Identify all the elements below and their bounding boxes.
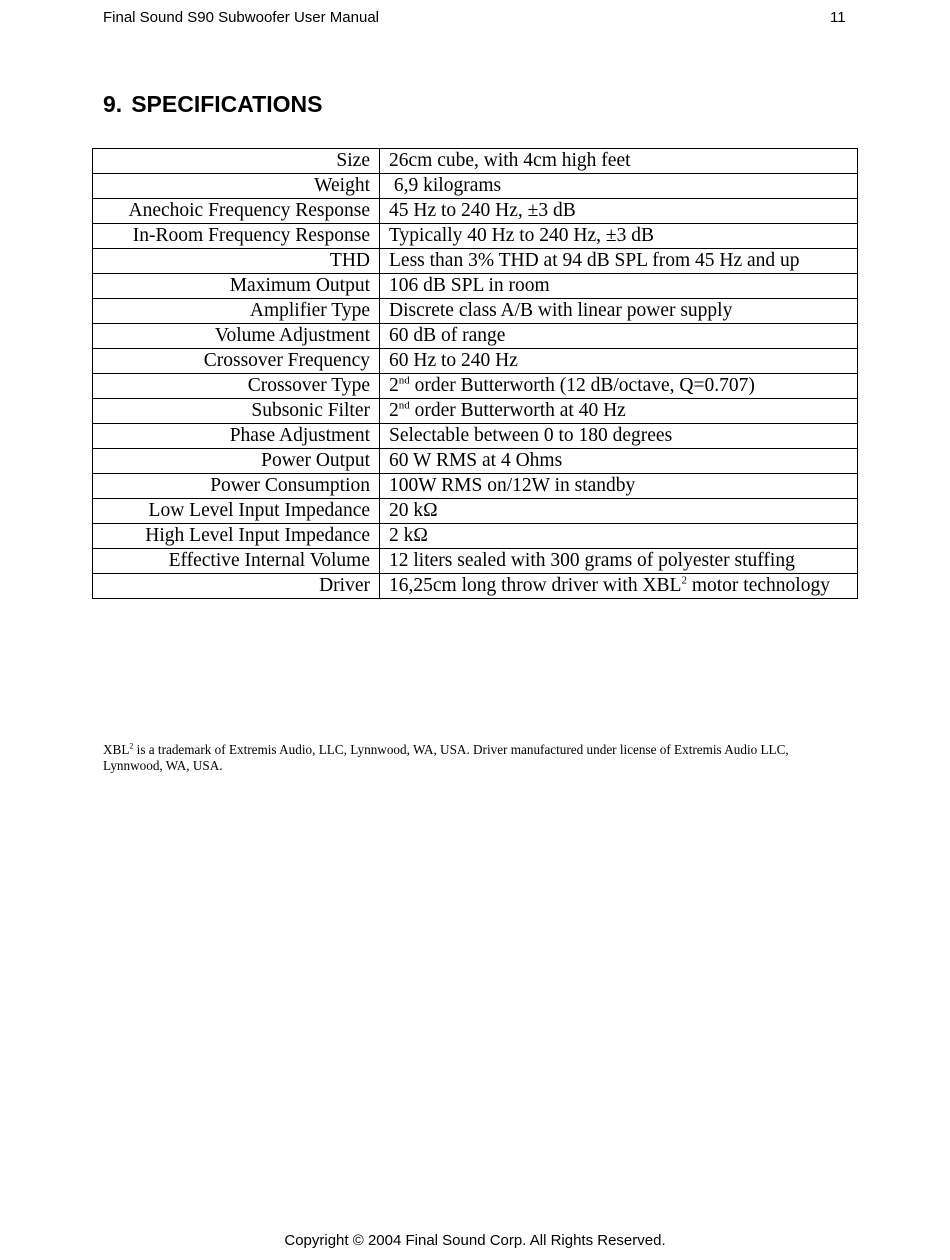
copyright-footer: Copyright © 2004 Final Sound Corp. All Rights Reserved. bbox=[284, 1232, 666, 1249]
spec-row bbox=[93, 574, 858, 599]
spec-label: Phase Adjustment bbox=[93, 424, 380, 449]
spec-value: Less than 3% THD at 94 dB SPL from 45 Hz and up bbox=[380, 249, 858, 274]
value-text: order Butterworth (12 dB/octave, Q=0.707) bbox=[409, 375, 755, 396]
spec-value: 12 liters sealed with 300 grams of polyester stuffing bbox=[380, 549, 858, 574]
superscript: 2 bbox=[681, 574, 687, 587]
spec-value: Discrete class A/B with linear power supply bbox=[380, 299, 858, 324]
spec-label: In-Room Frequency Response bbox=[93, 224, 380, 249]
spec-label: Low Level Input Impedance bbox=[93, 499, 380, 524]
spec-value: 26cm cube, with 4cm high feet bbox=[380, 149, 858, 174]
spec-row bbox=[93, 524, 858, 549]
value-text: 2 bbox=[389, 375, 399, 396]
spec-value: 60 Hz to 240 Hz bbox=[380, 349, 858, 374]
value-text: motor technology bbox=[686, 575, 830, 596]
spec-row bbox=[93, 424, 858, 449]
spec-row bbox=[93, 274, 858, 299]
spec-label: Power Consumption bbox=[93, 474, 380, 499]
running-header-title: Final Sound S90 Subwoofer User Manual bbox=[103, 9, 379, 26]
spec-value: 45 Hz to 240 Hz, ±3 dB bbox=[380, 199, 858, 224]
footnote-mark: XBL bbox=[103, 742, 130, 757]
value-text: order Butterworth at 40 Hz bbox=[409, 400, 626, 421]
spec-label: Driver bbox=[93, 574, 380, 599]
spec-row bbox=[93, 149, 858, 174]
spec-value: 2 kΩ bbox=[380, 524, 858, 549]
spec-label: High Level Input Impedance bbox=[93, 524, 380, 549]
spec-value: Typically 40 Hz to 240 Hz, ±3 dB bbox=[380, 224, 858, 249]
trademark-footnote bbox=[103, 742, 843, 774]
spec-label: Subsonic Filter bbox=[93, 399, 380, 424]
spec-value: Selectable between 0 to 180 degrees bbox=[380, 424, 858, 449]
spec-value: 100W RMS on/12W in standby bbox=[380, 474, 858, 499]
spec-label: THD bbox=[93, 249, 380, 274]
value-text: 16,25cm long throw driver with XBL bbox=[389, 575, 682, 596]
spec-label: Maximum Output bbox=[93, 274, 380, 299]
footnote-superscript: 2 bbox=[129, 741, 134, 751]
spec-row bbox=[93, 199, 858, 224]
spec-row bbox=[93, 174, 858, 199]
spec-value: 106 dB SPL in room bbox=[380, 274, 858, 299]
spec-label: Crossover Frequency bbox=[93, 349, 380, 374]
section-number: 9. bbox=[103, 91, 123, 117]
spec-label: Weight bbox=[93, 174, 380, 199]
spec-value: 60 W RMS at 4 Ohms bbox=[380, 449, 858, 474]
value-text: 2 bbox=[389, 400, 399, 421]
page-number: 11 bbox=[830, 9, 846, 26]
specifications-table bbox=[92, 148, 858, 599]
spec-row bbox=[93, 299, 858, 324]
ordinal-superscript: nd bbox=[398, 374, 410, 387]
spec-label: Amplifier Type bbox=[93, 299, 380, 324]
spec-row bbox=[93, 449, 858, 474]
spec-row bbox=[93, 324, 858, 349]
spec-row bbox=[93, 374, 858, 399]
spec-label: Volume Adjustment bbox=[93, 324, 380, 349]
spec-label: Crossover Type bbox=[93, 374, 380, 399]
spec-value bbox=[380, 399, 858, 424]
spec-row bbox=[93, 549, 858, 574]
footnote-text: is a trademark of Extremis Audio, LLC, Lynnwood, WA, USA. Driver manufactured under license of Extremis Audio LLC, Lynnwood, WA, USA. bbox=[103, 742, 789, 773]
section-title: SPECIFICATIONS bbox=[131, 91, 323, 117]
spec-row bbox=[93, 499, 858, 524]
spec-row bbox=[93, 399, 858, 424]
spec-row bbox=[93, 224, 858, 249]
ordinal-superscript: nd bbox=[398, 399, 410, 412]
spec-row bbox=[93, 349, 858, 374]
section-heading bbox=[103, 91, 322, 118]
spec-value: 60 dB of range bbox=[380, 324, 858, 349]
spec-value: 6,9 kilograms bbox=[380, 174, 858, 199]
spec-row bbox=[93, 474, 858, 499]
spec-label: Effective Internal Volume bbox=[93, 549, 380, 574]
spec-row bbox=[93, 249, 858, 274]
spec-label: Power Output bbox=[93, 449, 380, 474]
spec-label: Size bbox=[93, 149, 380, 174]
spec-value bbox=[380, 574, 858, 599]
spec-value bbox=[380, 374, 858, 399]
spec-value: 20 kΩ bbox=[380, 499, 858, 524]
spec-label: Anechoic Frequency Response bbox=[93, 199, 380, 224]
